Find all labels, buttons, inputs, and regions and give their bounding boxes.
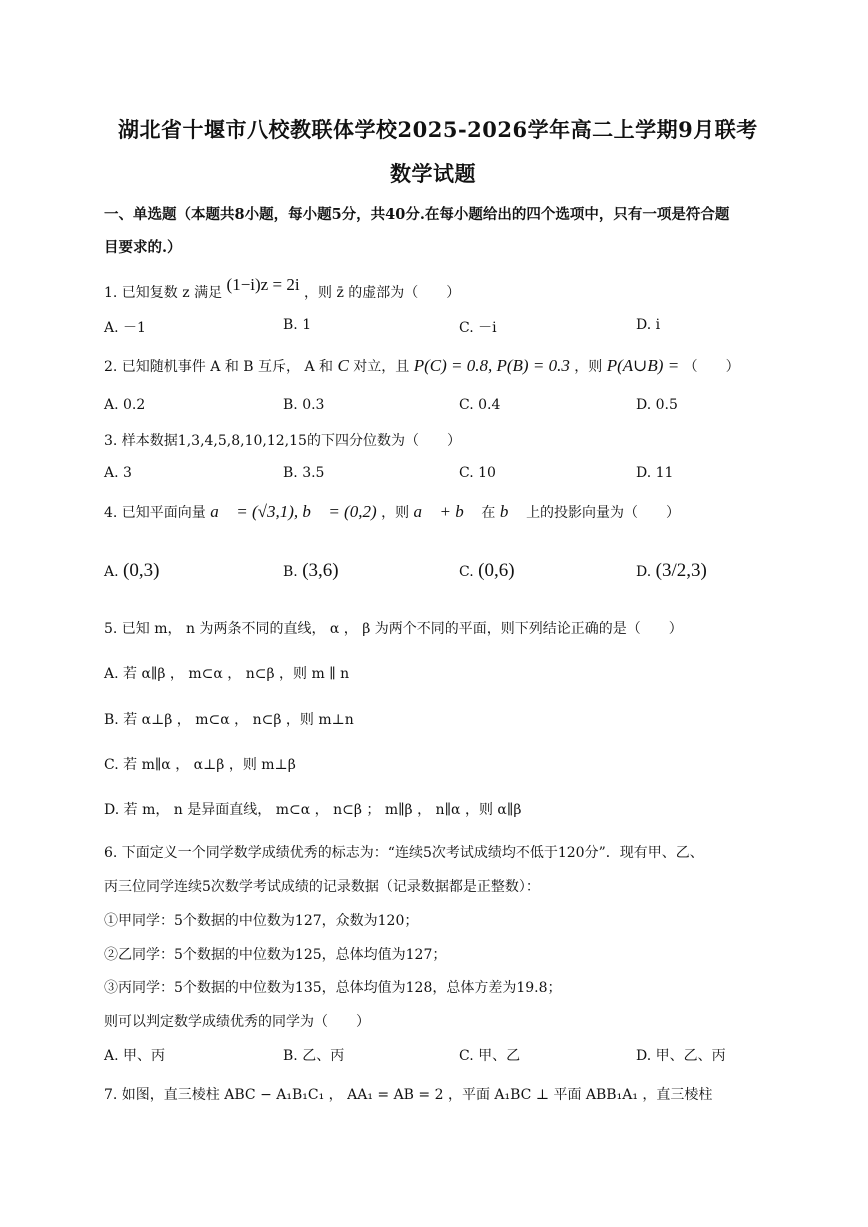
q6-item-3: ③丙同学：5个数据的中位数为135，总体均值为128，总体方差为19.8； xyxy=(104,980,562,996)
q2-math-prob: P(C) = 0.8, P(B) = 0.3 xyxy=(413,356,570,375)
q6-option-b: B. 乙、丙 xyxy=(283,1048,345,1064)
q5-option-b: B. 若 α⊥β ， m⊂α ， n⊂β ，则 m⊥n xyxy=(104,712,354,728)
q4-option-b-label: B. xyxy=(283,564,298,580)
q1-option-c: C. －i xyxy=(459,320,497,336)
q4-option-a xyxy=(104,560,159,582)
page-title-line2: 数学试题 xyxy=(390,161,476,186)
question-3: 3. 样本数据1,3,4,5,8,10,12,15的下四分位数为（ ） xyxy=(104,433,461,449)
q6-item-2: ②乙同学：5个数据的中位数为125，总体均值为127； xyxy=(104,947,447,963)
q1-prefix: 1. 已知复数 z 满足 xyxy=(104,285,223,301)
q1-suffix: ，则 z̄ 的虚部为（ ） xyxy=(304,285,461,301)
q2-prefix: 2. 已知随机事件 A 和 B 互斥， A 和 xyxy=(104,359,334,375)
q6-option-a: A. 甲、丙 xyxy=(104,1048,166,1064)
q4-option-c-label: C. xyxy=(459,564,474,580)
q2-option-c: C. 0.4 xyxy=(459,397,501,413)
q6-question: 则可以判定数学成绩优秀的同学为（ ） xyxy=(104,1014,370,1030)
q1-option-a: A. －1 xyxy=(104,320,146,336)
q3-option-b: B. 3.5 xyxy=(283,465,325,481)
question-2 xyxy=(104,356,740,376)
page-title-line1: 湖北省十堰市八校教联体学校2025-2026学年高二上学期9月联考 xyxy=(118,117,758,142)
q4-option-a-label: A. xyxy=(104,564,119,580)
q4-option-c xyxy=(459,560,515,582)
q4-mid2: 在 xyxy=(481,505,496,521)
q4-option-b-value: (3,6) xyxy=(302,560,339,581)
section-heading-line1: 一、单选题（本题共8小题，每小题5分，共40分.在每小题给出的四个选项中，只有一项是符合题 xyxy=(104,206,730,223)
q4-suffix: 上的投影向量为（ ） xyxy=(526,505,681,521)
q2-mid2: ，则 xyxy=(574,359,603,375)
q4-math-vectors: a⃗ = (√3,1), b⃗ = (0,2) xyxy=(210,502,377,521)
q6-item-1: ①甲同学：5个数据的中位数为127，众数为120； xyxy=(104,913,419,929)
q2-math-c: C xyxy=(337,356,349,375)
q4-math-sum: a⃗ + b⃗ xyxy=(413,502,477,521)
question-4 xyxy=(104,502,680,522)
section-heading-line2: 目要求的.） xyxy=(104,239,182,256)
q4-option-b xyxy=(283,560,339,582)
q1-option-b: B. 1 xyxy=(283,317,312,333)
q1-option-d: D. i xyxy=(636,317,661,333)
q4-option-d xyxy=(636,560,707,582)
question-1 xyxy=(104,275,461,302)
q2-option-d: D. 0.5 xyxy=(636,397,678,413)
question-7: 7. 如图，直三棱柱 ABC − A₁B₁C₁ ， AA₁ = AB = 2 ，平面 A₁BC ⊥ 平面 ABB₁A₁ ，直三棱柱 xyxy=(104,1087,713,1103)
q3-option-c: C. 10 xyxy=(459,465,496,481)
q5-option-d: D. 若 m， n 是异面直线， m⊂α ， n⊂β ； m∥β ， n∥α ，则 α∥β xyxy=(104,802,522,818)
q2-suffix: （ ） xyxy=(683,359,740,375)
q5-option-a: A. 若 α∥β ， m⊂α ， n⊂β ，则 m ∥ n xyxy=(104,666,350,682)
q3-option-a: A. 3 xyxy=(104,465,132,481)
q4-option-c-value: (0,6) xyxy=(478,560,515,581)
question-6-line1: 6. 下面定义一个同学数学成绩优秀的标志为：“连续5次考试成绩均不低于120分”．现有甲、乙、 xyxy=(104,845,704,861)
q3-option-d: D. 11 xyxy=(636,465,674,481)
question-5: 5. 已知 m， n 为两条不同的直线， α ， β 为两个不同的平面，则下列结论正确的是（ ） xyxy=(104,621,683,637)
q6-option-d: D. 甲、乙、丙 xyxy=(636,1048,726,1064)
q4-mid: ，则 xyxy=(381,505,410,521)
q1-math: (1−i)z = 2i xyxy=(226,275,300,294)
q2-math-union: P(A∪B) = xyxy=(606,356,680,375)
q4-option-d-label: D. xyxy=(636,564,652,580)
q6-option-c: C. 甲、乙 xyxy=(459,1048,521,1064)
q2-option-b: B. 0.3 xyxy=(283,397,325,413)
q2-option-a: A. 0.2 xyxy=(104,397,146,413)
q4-option-a-value: (0,3) xyxy=(123,560,160,581)
q4-math-b: b⃗ xyxy=(499,502,522,521)
q4-option-d-value: (3/2,3) xyxy=(655,560,707,581)
q2-mid: 对立，且 xyxy=(353,359,410,375)
question-6-line2: 丙三位同学连续5次数学考试成绩的记录数据（记录数据都是正整数）： xyxy=(104,879,540,895)
q4-prefix: 4. 已知平面向量 xyxy=(104,505,206,521)
q5-option-c: C. 若 m∥α ， α⊥β ，则 m⊥β xyxy=(104,757,296,773)
